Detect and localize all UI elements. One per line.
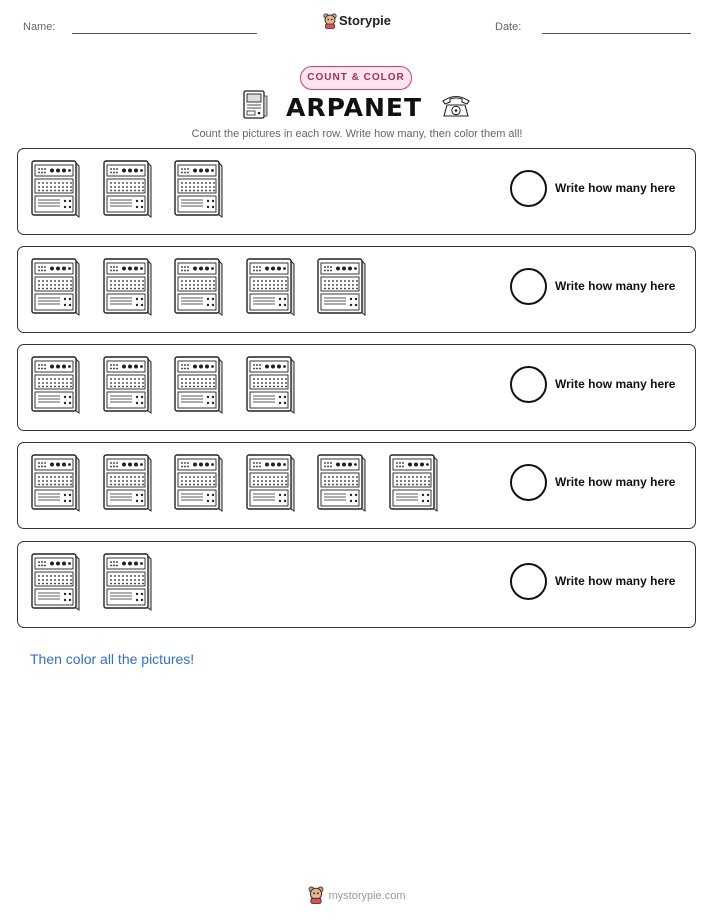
arpanet-computer-icon xyxy=(102,552,152,612)
arpanet-computer-icon xyxy=(245,355,295,415)
count-row xyxy=(17,246,696,333)
arpanet-computer-icon xyxy=(173,355,223,415)
count-row xyxy=(17,148,696,235)
arpanet-computer-icon xyxy=(30,159,80,219)
count-row xyxy=(17,344,696,431)
answer-label: Write how many here xyxy=(555,475,676,489)
answer-label: Write how many here xyxy=(555,279,676,293)
answer-label: Write how many here xyxy=(555,574,676,588)
site-footer xyxy=(0,886,714,907)
arpanet-computer-icon xyxy=(102,453,152,513)
title-row xyxy=(0,90,714,125)
instructions: Count the pictures in each row. Write how many, then color them all! xyxy=(191,128,523,140)
answer-circle[interactable] xyxy=(510,268,547,305)
count-row xyxy=(17,541,696,628)
arpanet-computer-icon xyxy=(102,355,152,415)
rotary-phone-icon xyxy=(440,92,472,123)
count-color-badge: COUNT & COLOR xyxy=(300,66,412,90)
page-title: ARPANET xyxy=(285,93,423,122)
count-row xyxy=(17,442,696,529)
arpanet-computer-icon xyxy=(30,257,80,317)
arpanet-computer-icon xyxy=(173,257,223,317)
arpanet-computer-icon xyxy=(173,453,223,513)
site-url: mystorypie.com xyxy=(328,890,406,902)
date-line[interactable] xyxy=(542,33,691,34)
answer-circle[interactable] xyxy=(510,563,547,600)
arpanet-computer-icon xyxy=(173,159,223,219)
answer-circle[interactable] xyxy=(510,366,547,403)
color-instruction: Then color all the pictures! xyxy=(30,651,195,667)
arpanet-computer-icon xyxy=(245,453,295,513)
answer-label: Write how many here xyxy=(555,377,676,391)
date-label: Date: xyxy=(495,21,522,33)
answer-label: Write how many here xyxy=(555,181,676,195)
arpanet-computer-icon xyxy=(316,257,366,317)
arpanet-computer-icon xyxy=(316,453,366,513)
brand-logo xyxy=(0,13,714,32)
arpanet-computer-icon xyxy=(388,453,438,513)
storypie-bear-icon xyxy=(308,886,324,907)
name-label: Name: xyxy=(23,21,56,33)
arpanet-computer-icon xyxy=(30,453,80,513)
answer-circle[interactable] xyxy=(510,170,547,207)
arpanet-computer-icon xyxy=(102,257,152,317)
arpanet-computer-icon xyxy=(30,552,80,612)
storypie-bear-icon xyxy=(323,13,337,32)
arpanet-computer-icon xyxy=(30,355,80,415)
answer-circle[interactable] xyxy=(510,464,547,501)
arpanet-computer-icon xyxy=(102,159,152,219)
arpanet-computer-icon xyxy=(245,257,295,317)
name-line[interactable] xyxy=(72,33,257,34)
computer-terminal-icon xyxy=(242,90,268,125)
brand-name: Storypie xyxy=(338,13,391,28)
